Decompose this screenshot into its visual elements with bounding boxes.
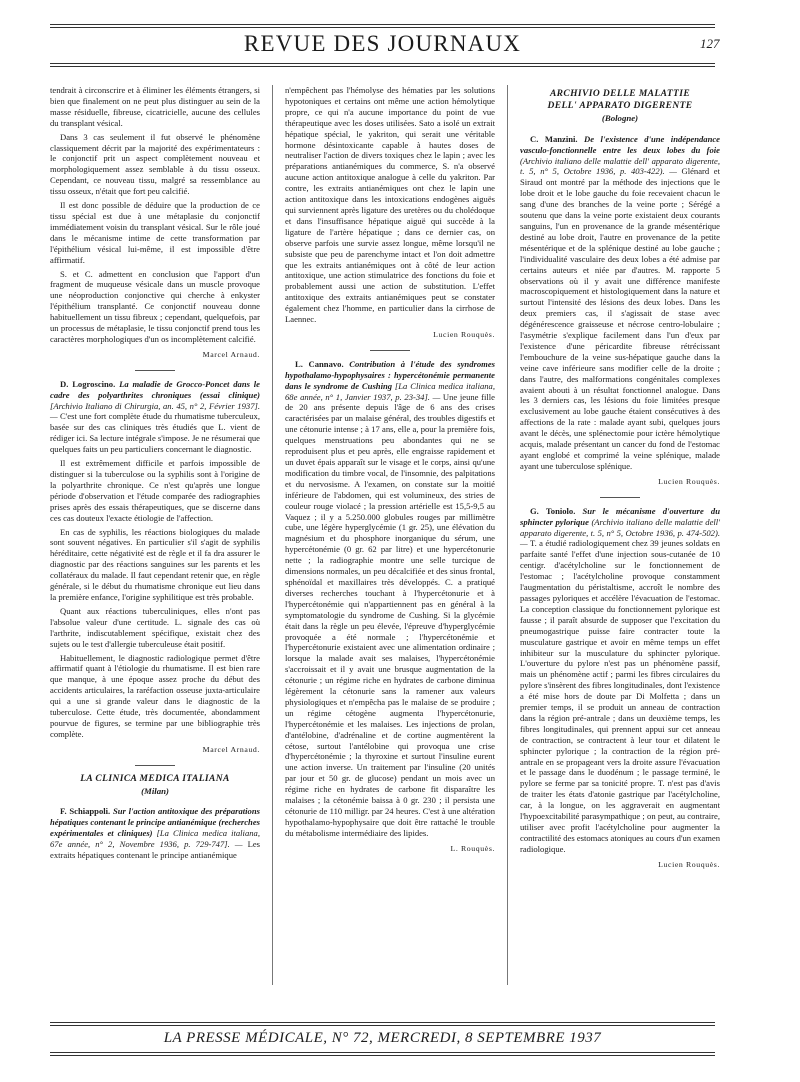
article-text: C'est une fort complète étude du rhumatisme tuberculeux, basée sur des cas cliniques très étudiés que L. vient de rédiger ici. Sa lecture intégrale s'impose. Je ne résumerai que quelques faits un peu particuliers concernant le diagnostic. [50,411,260,455]
paragraph: Quant aux réactions tuberculiniques, elles n'ont pas l'absolue valeur d'une certitude. L. signale des cas où l'arthrite, indiscutablement spécifique, existait chez des sujets ou le test d'allergie tuberculeuse était positif. [50,605,260,649]
author-signature: L. Rouquès. [450,843,495,853]
paragraph: S. et C. admettent en conclusion que l'apport d'un fragment de muqueuse vésicale dans un muscle provoque une néoproduction conjonctive qui cherche à enkyster l'épithélium transplanté. Ce conjonctif nouveau donne habituellement un tissu fibreux ; cependant, quelquefois, par un processus de métaplasie, le tissu conjonctif prend tous les caractères morphologiques d'un os incomplètement calcifié. [50,268,260,344]
article-source: (Archivio italiano delle malattie dell' apparato digerente, t. 5, n° 5, Octobre 1936, p. 403-422). — [520,155,720,177]
header-rule-bottom [50,63,715,64]
column-3 [520,85,720,880]
footer-rule-bottom-2 [50,1055,715,1056]
footer-rule-top [50,1022,715,1023]
article-title: De l'existence d'une indépendance vasculo-fonctionnelle entre les deux lobes du foie [520,133,720,155]
journal-section-title: REVUE DES JOURNAUX [243,31,522,56]
separator [370,350,410,351]
article-author: C. Manzini. [530,133,578,144]
footer-rule-bottom [50,1052,715,1053]
journal-section-heading-line-2: DELL' APPARATO DIGERENTE [547,100,693,111]
article-lead-paragraph [520,134,720,472]
article-title: La maladie de Grocco-Poncet dans le cadre des polyarthrites chroniques (essai clinique) [50,378,260,400]
author-signature: Lucien Rouquès. [433,329,495,339]
separator [135,370,175,371]
author-signature: Lucien Rouquès. [658,476,720,486]
article-source: [Archivio Italiano di Chirurgia, an. 45, n° 2, Février 1937]. — [50,400,260,422]
paragraph: Dans 3 cas seulement il fut observé le phénomène classiquement décrit par la majorité des expérimentateurs : le conjonctif prit un aspect complètement nouveau et morphologiquement assez semblable à du tissu osseux. Cependant, ce nouveau tissu, malgré sa ressemblance au tissu osseux, n'était que fort peu calcifié. [50,131,260,197]
article-lead-paragraph [50,806,260,861]
article-text: Les extraits hépatiques contenant le principe antianémique [50,839,260,861]
article-author: L. Cannavo. [295,358,344,369]
article-source: (Archivio italiano delle malattie dell' apparato digerente, t. 5, n° 5, Octobre 1936, p. 474-502). — [520,516,721,549]
journal-section-heading: LA CLINICA MEDICA ITALIANA [80,773,230,784]
article-lead-paragraph [520,506,720,855]
article-author: G. Toniolo. [530,505,576,516]
article-text: T. a étudié radiologiquement chez 39 jeunes soldats en parfaite santé l'effet d'une injection sous-cutanée de 10 centigr. d'acétylcholine sur le fonctionnement de l'estomac ; l'acétylcholine provoque constamment l'augmentation du péristaltisme, accroît le nombre des passages pyloriques et accélère l'évacuation de l'estomac. La conception classique du fonctionnement pylorique est fausse ; il paraît absurde de supposer que l'excitation du pneumogastrique puisse faire contracter toute la musculature gastrique et avoir en même temps un effet inhibiteur sur la musculature du sphincter pylorique. L'ouverture du pylore n'est pas un phénomène passif, mais un phénomène actif ; parmi les fibres circulaires du pylore s'insèrent des fibres longitudinales, dont l'existence a été mise hors de doute par Di Molfetta ; dans un premier temps, il se produit un anneau de contraction dans la région pré-antrale ; dans un deuxième temps, les fibres longitudinales, qui prennent appui sur cet anneau de contraction, se contractent à leur tour et dilatent le sphincter pylorique ; la contraction de la région pré-antrale en se propageant vers la droite assure l'évacuation et le passage dans le duodénum ; le passage terminé, le pylore se ferme par sa tonicité propre. T. n'est pas d'avis de traiter les états d'atonie gastrique par l'acétylcholine, car, à la longue, on les aggraverait en augmentant l'hypoexcitabilité parasympathique ; on peut, au contraire, utiliser avec profit l'acétylcholine pour augmenter la contractilité des estomacs atoniques au cours d'un examen radiologique. [520,538,720,854]
paragraph: Il est extrêmement difficile et parfois impossible de distinguer si la tuberculose ou la syphilis sont à l'origine de la polyarthrite chronique. Ce n'est qu'après une longue période d'observation et l'étude comparée des radiographies prises après des essais thérapeutiques, que se discerne dans ces cas douteux l'exacte étiologie de l'affection. [50,458,260,523]
article-text: Une jeune fille de 20 ans présente depuis l'âge de 6 ans des crises caractérisées par un malaise général, des troubles digestifs et une cétonurie intense ; à 17 ans, elle a, pour la première fois, quelques menstruations peu abondantes qui ne se reproduisent plus et peu après, elle engraisse rapidement et un duvet épais apparaît sur le visage et le corps, ainsi qu'une modification du timbre vocal, de l'insomnie, des palpitations et du nervosisme. A l'examen, on constate sur la moitié inférieure de l'abdomen, qui est volumineux, des stries de couleur rouge violacé ; la pression artérielle est 15,5-9,5 au Vaquez ; il y a 5.250.000 globules rouges par millimètre cube, une légère hyperglycémie (1 gr. 25), une élévation du magnésium et du phosphore inorganique du sérum, une hypercétonémie (0 gr. 62 par litre) et une hypercétonurie nette ; la radiographie montre une selle turcique de dimensions normales, un peu décalcifiée et des sinus frontal, sphénoïdal et maxillaires très développés. C. a pratiqué diverses recherches touchant à l'hypercétonurie et à l'hypercétonémie qui n'appartiennent pas en général à la symptomatologie du syndrome de Cushing. Si la glycémie était dans la règle un peu élevée, l'épreuve d'hyperglycémie provoquée a été normale ; l'hypercétonémie et l'hypercétonurie existaient avec une alimentation ordinaire ; lorsque la malade avait ses malaises, l'hypercétonémie s'accroissait et il y avait une brusque augmentation de la cétonurie ; un régime riche en hydrates de carbone diminua légèrement la cétonurie sans la ramener aux valeurs physiologiques et n'empêcha pas le malaise de se produire ; un régime cétogène augmenta l'hypercétonurie, l'hypercétonémie et les malaises. Les injections de prolan, d'antélobine, d'adrénaline et de cortine augmentèrent la cétose, surtout l'antélobine qui provoqua une crise d'hypercétonémie ; la thyroxine et surtout l'insuline eurent une action inverse. Un traitement par l'insuline (20 unités par jour et 50 gr. de glucose) pendant un mois avec un régime riche en hydrates de carbone fit disparaître les malaises ; la cétonémie baissa à 0 gr. 230 ; il persista une cétonurie de 110 milligr. par 24 heures. C'est à une altération hypothalamo-hypophysaire que doit être rattaché le trouble du métabolisme intermédiaire des lipides. [285,391,495,838]
article-title: Sur l'action antitoxique des préparations hépatiques contenant le principe antianémique (recherches expérimentales et cliniques) [50,806,260,839]
paragraph: Il est donc possible de déduire que la production de ce tissu spécial est due à une métaplasie du conjonctif immédiatement voisin du transplant vésical. Sur le rôle joué dans le mécanisme intime de cette transformation par l'épithélium vésical lui-même, il est impossible d'être affirmatif. [50,200,260,265]
author-signature: Marcel Arnaud. [202,349,260,359]
separator [600,497,640,498]
paragraph: tendrait à circonscrire et à éliminer les éléments étrangers, si bien que finalement on ne peut plus distinguer au sein de la masse résiduelle, fibreuse, cicatricielle, aucune des cellules du transplant vésical. [50,85,260,128]
article-lead-paragraph [50,379,260,455]
header-rule-top-2 [50,27,715,28]
footer-rule-top-2 [50,1025,715,1026]
article-author: F. Schiappoli. [60,806,111,817]
footer-publication-line: LA PRESSE MÉDICALE, N° 72, MERCREDI, 8 SEPTEMBRE 1937 [163,1030,602,1046]
article-title: Sur le mécanisme d'ouverture du sphincter pylorique [520,505,720,527]
article-lead-paragraph [285,359,495,839]
page-number: 127 [700,36,720,51]
author-signature: Lucien Rouquès. [658,859,720,869]
author-signature: Marcel Arnaud. [202,744,260,754]
journal-city: (Milan) [141,785,169,796]
paragraph: n'empêchent pas l'hémolyse des hématies par les solutions hypotoniques et certains ont même une action hémolytique propre, ce qui n'a aucune importance du point de vue thérapeutique avec les doses utilisées. Sato a isolé un extrait hépatique spécial, le yakriton, qui serait une véritable hormone désintoxicante capable à hautes doses de neutraliser l'action de divers toxiques chez le lapin ; avec les préparations antianémiques du commerce, S. n'a observé aucune action antitoxique analogue à celle du yakriton. Par contre, les extraits antianémiques ont chez le lapin une action antitoxique dans les intoxications endogènes aiguës qui surviennent après ligature des uretères ou du cholédoque et dans l'insuffisance hépatique aiguë qui succède à la ligature de l'artère hépatique ; dans ce dernier cas, on observe parfois une survie assez longue, même lorsqu'il ne subsiste que peu de parenchyme intact et l'on doit admettre que les extraits antianémiques ont à côté de leur action antitoxique, une action stimulatrice des fonctions du foie et probablement aussi une action de substitution. L'effet antitoxique des extraits antianémiques peut se constater également chez l'homme, en particulier dans la cirrhose de Laennec. [285,85,495,325]
article-title: Contribution à l'étude des syndromes hypothalamo-hypophysaires : hypercétonémie permanente dans le syndrome de Cushing [285,358,495,391]
column-2 [285,85,495,864]
header-rule-top [50,24,715,25]
article-author: D. Logroscino. [60,378,116,389]
paragraph: En cas de syphilis, les réactions biologiques du malade sont souvent négatives. En particulier s'il s'agit de syphilis héréditaire, cette négativité est de règle et il fa dra assurer le diagnostic par des réactions sanguines sur les parents et les collatéraux du malade. Il faut cependant retenir que, en règle générale, si le début du rhumatisme chronique eut lieu dans la première enfance, l'origine syphilitique est très probable. [50,526,260,602]
journal-section-heading: ARCHIVIO DELLE MALATTIE [549,89,691,99]
column-1 [50,85,260,864]
article-source: [La Clinica medica italiana, 68e année, n° 1, Janvier 1937, p. 23-34]. — [285,380,495,402]
paragraph: Habituellement, le diagnostic radiologique permet d'être affirmatif quant à l'étiologie du rhumatisme. Il est bien rare que manque, à une époque assez proche du début des accidents articulaires, la raréfaction osseuse juxta-articulaire qui a une si grande valeur dans le diagnostic de la tuberculose. Cette étude, très documentée, abondamment pourvue de figures, se termine par une bibliographie très complète. [50,652,260,739]
journal-city: (Bologne) [601,112,639,123]
article-source: [La Clinica medica italiana, 67e année, n° 2, Novembre 1936, p. 729-747]. — [50,828,260,850]
header-rule-bottom-2 [50,66,715,67]
column-divider-2 [507,85,508,985]
article-text: Glénard et Siraud ont montré par la méthode des injections que le lobe droit et le lobe gauche du foie recevaient chacun le sang d'une des branches de la veine porte ; Sérégé a soutenu que dans la veine porte existaient deux courants sanguins, l'un en provenance de la grande mésentérique destiné au lobe droit, l'autre en provenance de la petite mésentérique et de la splénique destiné au lobe gauche ; l'individualité vasculaire des deux lobes a été admise par certains auteurs et niée par d'autres. M. rapporte 5 observations où il y avait une différence manifeste macroscopiquement et histologiquement dans la nature et surtout l'intensité des lésions des deux lobes. Dans les deux premiers cas, il s'agissait de stase avec dégénérescence graisseuse et nécrose centro-lobulaire ; l'asymétrie s'explique facilement dans l'un d'eux par l'existence d'une péricardite fibreuse rétrécissant l'embouchure de la veine sus-hépatique gauche dans la veine cave inférieure sans modifier celle de la droite ; dans l'autre, des malformations congénitales complexes avaient abouti à un résultat fonctionnel analogue. Dans les 3 derniers cas, les lésions du foie limitées presque exclusivement au lobe gauche étaient consécutives à des affections de la rate : malade ayant subi, quelques jours avant le décès, une splénectomie pour ictère hémolytique acquis, malade présentant un cancer du fond de l'estomac ayant englobé et comprimé la veine splénique, malade ayant une tuberculose splénique. [520,166,720,471]
column-divider-1 [272,85,273,985]
separator [135,765,175,766]
